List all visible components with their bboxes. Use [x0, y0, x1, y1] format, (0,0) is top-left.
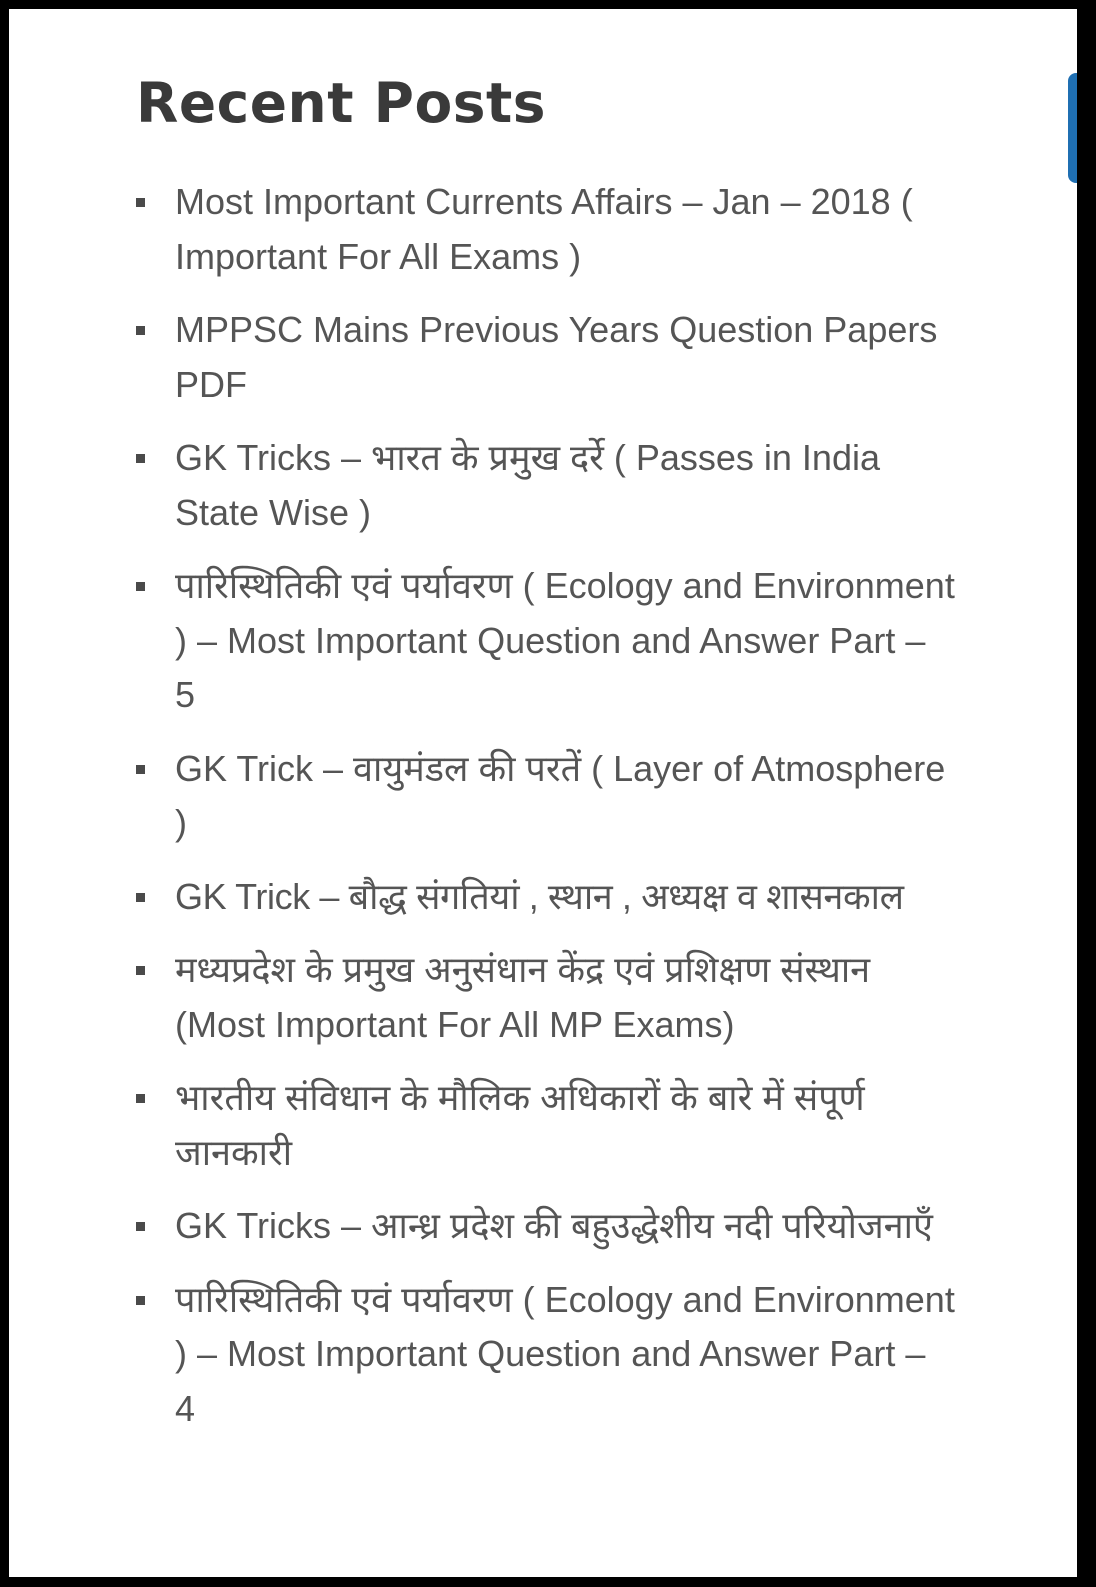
recent-posts-widget: [136, 65, 966, 1455]
bullet-icon: [136, 893, 145, 902]
bullet-icon: [136, 1222, 145, 1231]
list-item: [136, 870, 966, 925]
post-link[interactable]: Most Important Currents Affairs – Jan – 2018 ( Important For All Exams ): [175, 181, 913, 277]
post-link[interactable]: GK Trick – वायुमंडल की परतें ( Layer of Atmosphere ): [175, 747, 946, 843]
post-link[interactable]: MPPSC Mains Previous Years Question Papers PDF: [175, 309, 938, 405]
widget-title: Recent Posts: [136, 71, 547, 135]
post-link[interactable]: GK Tricks – आन्ध्र प्रदेश की बहुउद्धेशीय नदी परियोजनाएँ: [175, 1205, 933, 1246]
list-item: [136, 1199, 966, 1254]
list-item: [136, 1273, 966, 1437]
page: [9, 9, 1077, 1577]
bullet-icon: [136, 198, 145, 207]
list-item: [136, 559, 966, 723]
bullet-icon: [136, 1094, 145, 1103]
post-link[interactable]: पारिस्थितिकी एवं पर्यावरण ( Ecology and Environment ) – Most Important Question and Answer Part – 5: [175, 565, 955, 715]
bullet-icon: [136, 454, 145, 463]
bullet-icon: [136, 1296, 145, 1305]
post-link[interactable]: GK Tricks – भारत के प्रमुख दर्रे ( Passes in India State Wise ): [175, 437, 880, 533]
recent-posts-list: [136, 175, 966, 1436]
list-item: [136, 943, 966, 1052]
list-item: [136, 1071, 966, 1180]
scroll-indicator[interactable]: [1068, 73, 1077, 183]
post-link[interactable]: GK Trick – बौद्ध संगतियां , स्थान , अध्यक्ष व शासनकाल: [175, 875, 904, 917]
bullet-icon: [136, 582, 145, 591]
list-item: [136, 742, 966, 851]
bullet-icon: [136, 966, 145, 975]
list-item: [136, 303, 966, 412]
bullet-icon: [136, 765, 145, 774]
bullet-icon: [136, 326, 145, 335]
list-item: [136, 431, 966, 540]
post-link[interactable]: पारिस्थितिकी एवं पर्यावरण ( Ecology and Environment ) – Most Important Question and Answer Part – 4: [175, 1278, 955, 1429]
post-link[interactable]: भारतीय संविधान के मौलिक अधिकारों के बारे में संपूर्ण जानकारी: [175, 1077, 865, 1173]
list-item: [136, 175, 966, 284]
post-link[interactable]: मध्यप्रदेश के प्रमुख अनुसंधान केंद्र एवं प्रशिक्षण संस्थान (Most Important For All MP Exams): [175, 949, 871, 1045]
